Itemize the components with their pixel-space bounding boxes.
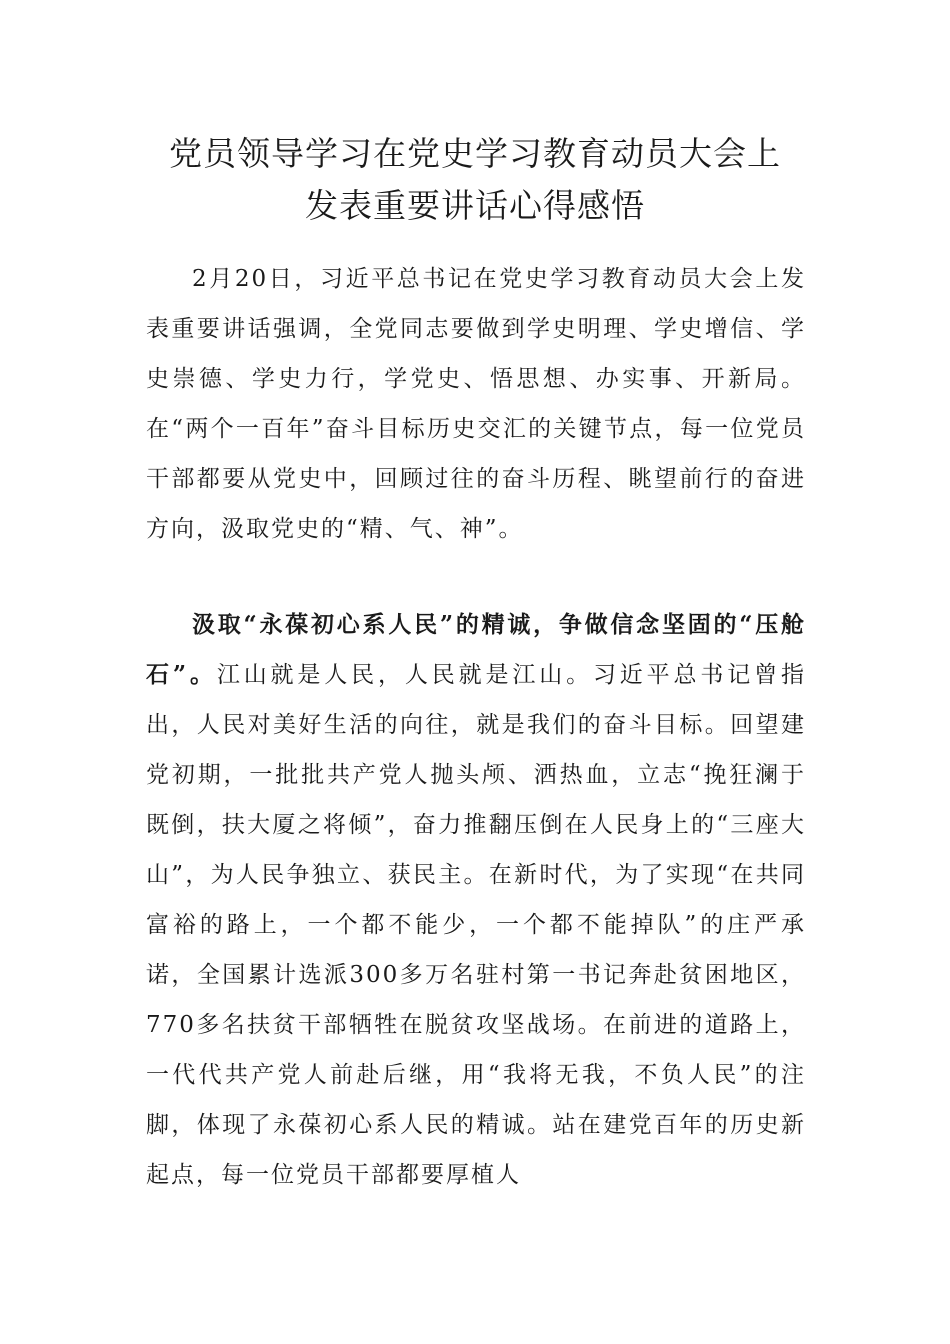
document-title (130, 128, 820, 232)
paragraph-intro (146, 254, 806, 554)
paragraph-section-1 (146, 600, 806, 1200)
section-heading: 汲取“永葆初心系人民”的精诚，争做信念坚固的“压舱石”。 (146, 611, 806, 688)
section-body-text: 江山就是人民，人民就是江山。习近平总书记曾指出，人民对美好生活的向往，就是我们的奋斗目标。回望建党初期，一批批共产党人抛头颅、洒热血，立志“挽狂澜于既倒，扶大厦之将倾”，奋力推翻压倒在人民身上的“三座大山”，为人民争独立、获民主。在新时代，为了实现“在共同富裕的路上，一个都不能少，一个都不能掉队”的庄严承诺，全国累计选派300多万名驻村第一书记奔赴贫困地区，770多名扶贫干部牺牲在脱贫攻坚战场。在前进的道路上，一代代共产党人前赴后继，用“我将无我，不负人民”的注脚，体现了永葆初心系人民的精诚。站在建党百年的历史新起点，每一位党员干部都要厚植人 (146, 662, 806, 1188)
title-line-2: 发表重要讲话心得感悟 (305, 186, 645, 225)
title-line-1: 党员领导学习在党史学习教育动员大会上 (169, 134, 781, 173)
paragraph-intro-text: 2月20日，习近平总书记在党史学习教育动员大会上发表重要讲话强调，全党同志要做到学史明理、学史增信、学史崇德、学史力行，学党史、悟思想、办实事、开新局。在“两个一百年”奋斗目标历史交汇的关键节点，每一位党员干部都要从党史中，回顾过往的奋斗历程、眺望前行的奋进方向，汲取党史的“精、气、神”。 (146, 266, 806, 542)
